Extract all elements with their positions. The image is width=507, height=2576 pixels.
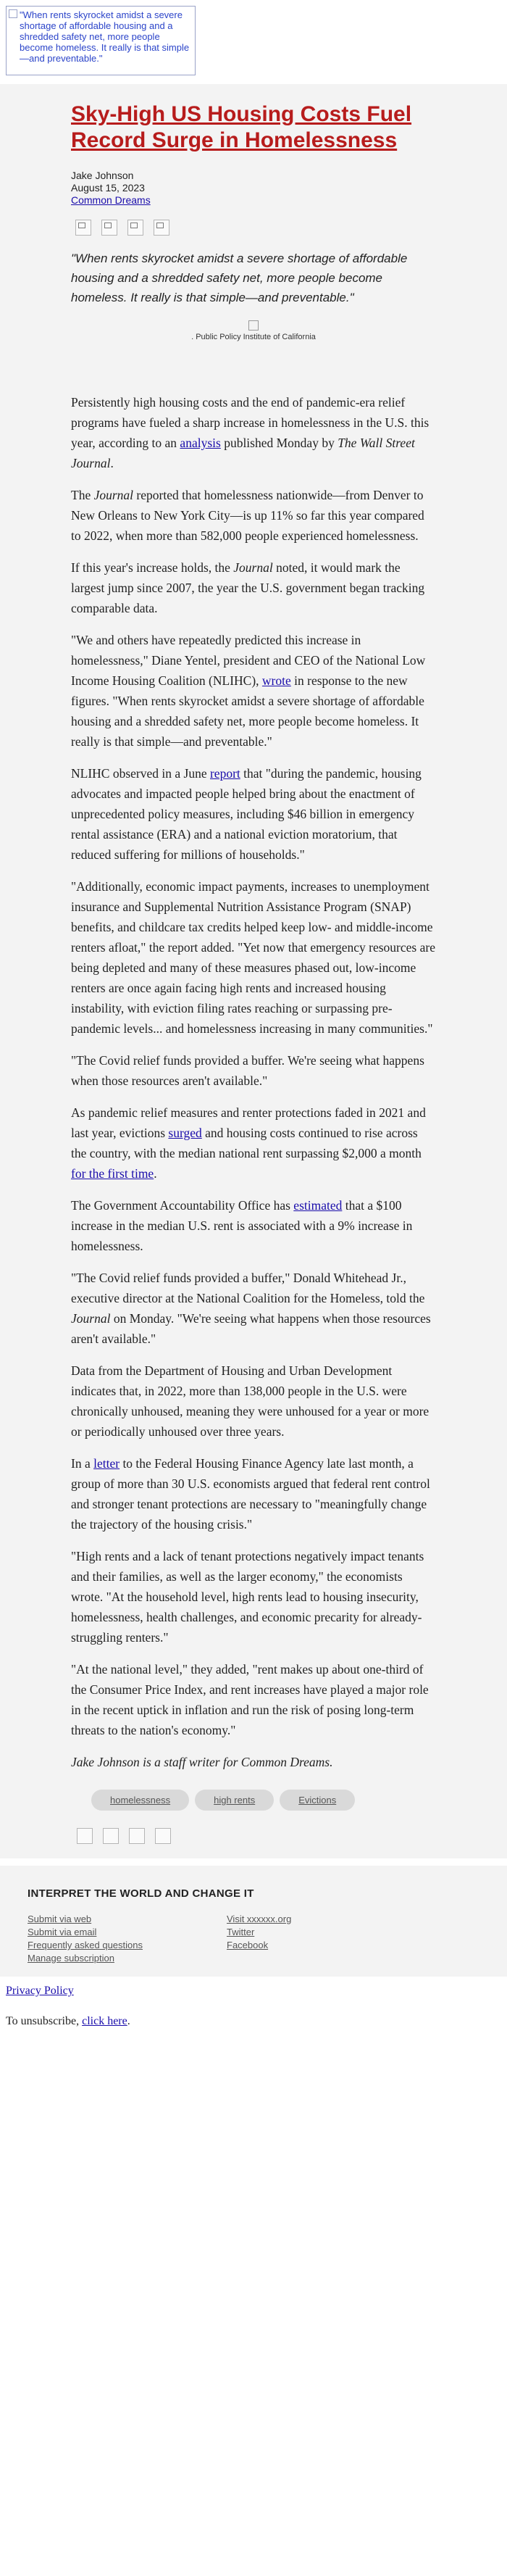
footer-heading: INTERPRET THE WORLD AND CHANGE IT bbox=[28, 1887, 254, 1900]
header-image-placeholder[interactable] bbox=[6, 6, 196, 75]
paragraph-5: NLIHC observed in a June report that "during the pandemic, housing advocates and impacted people helped bring about the enactment of unprecedented policy measures, including $46 billion in emergency rental assistance (ERA) and a national eviction moratorium, that reduced suffering for millions of households." bbox=[71, 766, 422, 862]
share-email-icon[interactable] bbox=[129, 1828, 145, 1844]
manage-subscription-link[interactable]: Manage subscription bbox=[28, 1953, 114, 1964]
pull-quote: "When rents skyrocket amidst a severe shortage of affordable housing and a shredded safety net, more people become homeless. It really is that simple—and preventable." bbox=[71, 252, 408, 304]
broken-photo-icon bbox=[248, 320, 259, 331]
legal-footer bbox=[0, 1977, 507, 2059]
first-time-link[interactable]: for the first time bbox=[71, 1166, 154, 1181]
broken-image-icon bbox=[9, 9, 17, 18]
paragraph-8: As pandemic relief measures and renter protections faded in 2021 and last year, evictions surged and housing costs continued to rise across the country, with the median national rent surpassing $2,000 a month for the first time. bbox=[71, 1105, 426, 1181]
share-twitter-icon[interactable] bbox=[101, 220, 117, 236]
footer-left-links bbox=[28, 1913, 227, 1965]
paragraph-3: If this year's increase holds, the Journal noted, it would mark the largest jump since 2007, the year the U.S. government began tracking comparable data. bbox=[71, 560, 425, 615]
article-title[interactable]: Sky-High US Housing Costs Fuel Record Surge in Homelessness bbox=[71, 102, 412, 152]
paragraph-12: In a letter to the Federal Housing Finance Agency late last month, a group of more than 30 U.S. economists argued that federal rent control and stronger tenant protections are necessary to "meaningfully change the trajectory of the housing crisis." bbox=[71, 1456, 430, 1532]
paragraph-7: "The Covid relief funds provided a buffer. We're seeing what happens when those resources aren't available." bbox=[71, 1053, 424, 1088]
article-card bbox=[0, 84, 507, 1858]
tag-list bbox=[91, 1790, 366, 1811]
privacy-policy-link[interactable]: Privacy Policy bbox=[6, 1985, 74, 1997]
header-image-alt-text: "When rents skyrocket amidst a severe shortage of affordable housing and a shredded safety net, more people become homeless. It really is that simple—and preventable." bbox=[20, 9, 190, 64]
paragraph-1: Persistently high housing costs and the end of pandemic-era relief programs have fueled a sharp increase in homelessness in the U.S. this year, according to an analysis published Monday by The Wall Street Journal. bbox=[71, 395, 430, 470]
author-byline: Jake Johnson is a staff writer for Common Dreams. bbox=[71, 1755, 333, 1769]
submit-web-link[interactable]: Submit via web bbox=[28, 1914, 92, 1924]
facebook-link[interactable]: Facebook bbox=[227, 1940, 269, 1950]
author-name: Jake Johnson bbox=[71, 170, 134, 181]
visit-site-link[interactable]: Visit xxxxxx.org bbox=[227, 1914, 292, 1924]
tag-evictions[interactable]: Evictions bbox=[280, 1790, 355, 1811]
paragraph-2: The Journal reported that homelessness nationwide—from Denver to New Orleans to New York City—is up 11% so far this year compared to 2022, when more than 582,000 people experienced homelessness. bbox=[71, 488, 424, 543]
share-twitter-icon[interactable] bbox=[103, 1828, 119, 1844]
article-meta bbox=[71, 170, 436, 207]
report-link[interactable]: report bbox=[209, 766, 240, 781]
paragraph-4: "We and others have repeatedly predicted this increase in homelessness," Diane Yentel, president and CEO of the National Low Income Housing Coalition (NLIHC), wrote in response to the new figures. "When rents skyrocket amidst a severe shortage of affordable housing and a shredded safety net, more people become homeless. It really is that simple—and preventable." bbox=[71, 633, 426, 749]
share-bar-top bbox=[75, 220, 436, 236]
newsletter-footer bbox=[0, 1866, 507, 1977]
tag-homelessness[interactable]: homelessness bbox=[91, 1790, 189, 1811]
unsubscribe-link[interactable]: click here bbox=[82, 2015, 127, 2027]
submit-email-link[interactable]: Submit via email bbox=[28, 1927, 97, 1937]
paragraph-14: "At the national level," they added, "rent makes up about one-third of the Consumer Price Index, and rent increases have played a major role in the recent uptick in inflation and run the risk of posing long-term threats to the nation's economy." bbox=[71, 1662, 429, 1737]
paragraph-10: "The Covid relief funds provided a buffer," Donald Whitehead Jr., executive director at the National Coalition for the Homeless, told the Journal on Monday. "We're seeing what happens when those resources aren't available." bbox=[71, 1271, 431, 1346]
photo-caption bbox=[71, 320, 436, 341]
share-bar-bottom bbox=[77, 1828, 436, 1844]
paragraph-6: "Additionally, economic impact payments, increases to unemployment insurance and Supplemental Nutrition Assistance Program (SNAP) benefits, and childcare tax credits helped keep low- and middle-income renters afloat," the report added. "Yet now that emergency resources are being depleted and many of these measures phased out, low-income renters are once again facing high rents and increased housing instability, with eviction filing rates reaching or surpassing pre-pandemic levels... and homelessness increasing in many communities." bbox=[71, 879, 435, 1036]
tag-high-rents[interactable]: high rents bbox=[195, 1790, 274, 1811]
paragraph-13: "High rents and a lack of tenant protections negatively impact tenants and their families, as well as the larger economy," the economists wrote. "At the household level, high rents lead to housing insecurity, homelessness, health challenges, and economic precarity for already-struggling renters." bbox=[71, 1549, 424, 1645]
share-facebook-icon[interactable] bbox=[77, 1828, 93, 1844]
analysis-link[interactable]: analysis bbox=[180, 436, 221, 450]
share-facebook-icon[interactable] bbox=[75, 220, 91, 236]
share-email-icon[interactable] bbox=[127, 220, 143, 236]
estimated-link[interactable]: estimated bbox=[293, 1198, 343, 1213]
photo-credit: . Public Policy Institute of California bbox=[191, 333, 316, 341]
publish-date: August 15, 2023 bbox=[71, 182, 145, 194]
footer-right-links bbox=[227, 1913, 426, 1965]
share-link-icon[interactable] bbox=[154, 220, 169, 236]
paragraph-11: Data from the Department of Housing and Urban Development indicates that, in 2022, more than 138,000 people in the U.S. were chronically unhoused, meaning they were unhoused for a year or more or periodically unhoused over three years. bbox=[71, 1363, 430, 1439]
surged-link[interactable]: surged bbox=[168, 1126, 202, 1140]
paragraph-9: The Government Accountability Office has estimated that a $100 increase in the median U.S. rent is associated with a 9% increase in homelessness. bbox=[71, 1198, 413, 1253]
wrote-link[interactable]: wrote bbox=[261, 673, 291, 688]
unsubscribe-line: To unsubscribe, click here. bbox=[6, 2015, 130, 2027]
share-link-icon[interactable] bbox=[155, 1828, 171, 1844]
twitter-link[interactable]: Twitter bbox=[227, 1927, 255, 1937]
faq-link[interactable]: Frequently asked questions bbox=[28, 1940, 143, 1950]
letter-link[interactable]: letter bbox=[93, 1456, 120, 1471]
publication-link[interactable]: Common Dreams bbox=[71, 194, 151, 206]
